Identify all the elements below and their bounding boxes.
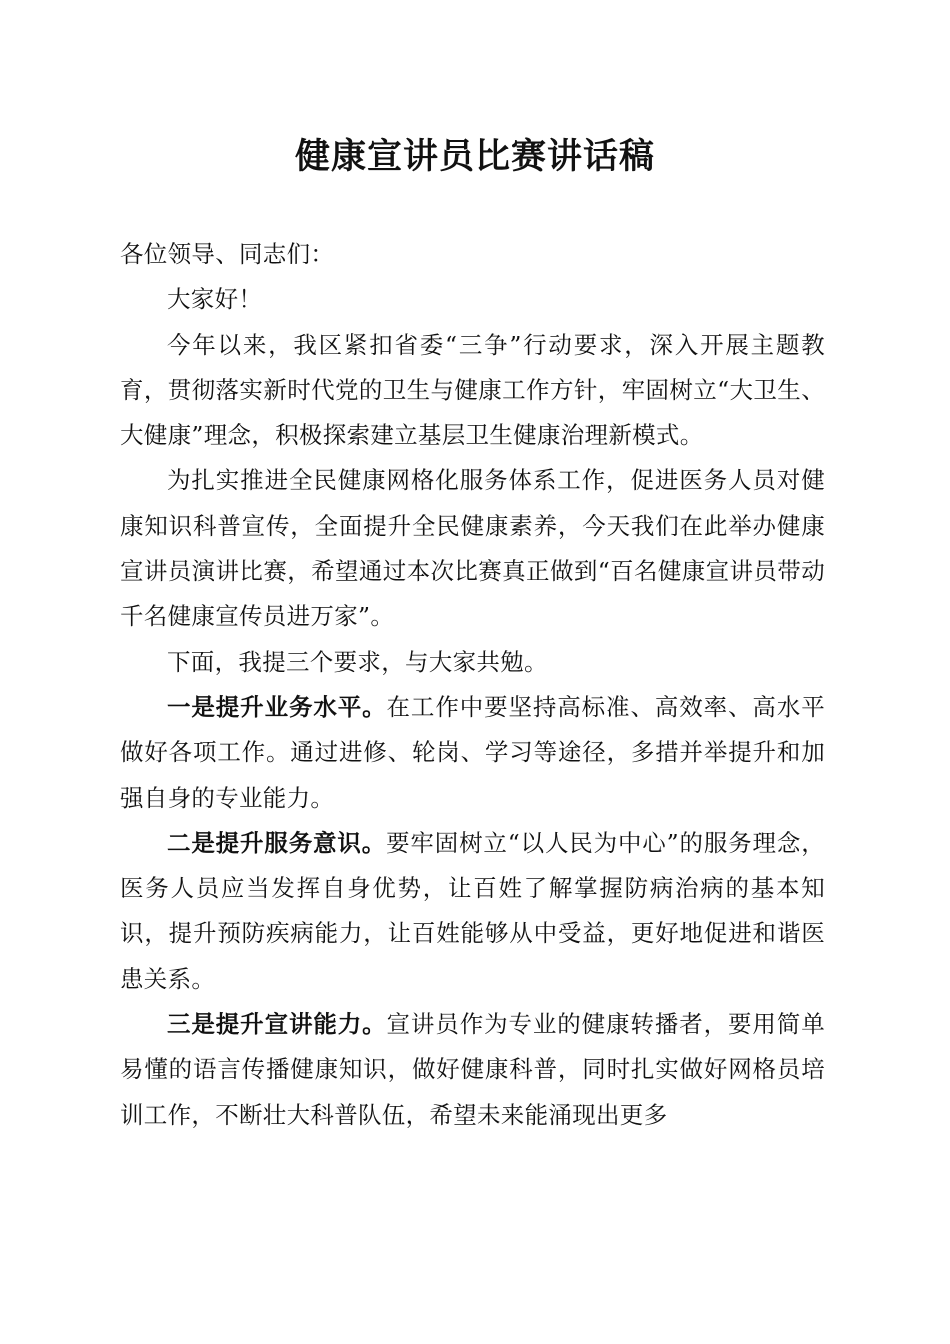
paragraph-purpose: 为扎实推进全民健康网格化服务体系工作，促进医务人员对健康知识科普宣传，全面提升全民健康素养，今天我们在此举办健康宣讲员演讲比赛，希望通过本次比赛真正做到“百名健康宣讲员带动千名健康宣传员进万家”。 xyxy=(120,466,825,631)
document-title: 健康宣讲员比赛讲话稿 xyxy=(294,136,655,177)
requirement-lead-1: 一是提升业务水平。 xyxy=(167,692,387,721)
requirement-text-1: 在工作中要坚持高标准、高效率、高水平做好各项工作。通过进修、轮岗、学习等途径，多措并举提升和加强自身的专业能力。 xyxy=(120,692,825,812)
document-body xyxy=(120,232,825,1138)
requirement-text-3: 宣讲员作为专业的健康转播者，要用简单易懂的语言传播健康知识，做好健康科普，同时扎实做好网格员培训工作，不断壮大科普队伍，希望未来能涌现出更多 xyxy=(120,1010,825,1129)
requirement-lead-3: 三是提升宣讲能力。 xyxy=(167,1010,387,1039)
salutation: 各位领导、同志们： xyxy=(120,240,335,268)
requirement-paragraph-3 xyxy=(120,1002,825,1138)
paragraph-transition: 下面，我提三个要求，与大家共勉。 xyxy=(167,647,548,676)
requirement-paragraph-1 xyxy=(120,685,825,821)
greeting: 大家好！ xyxy=(167,285,263,314)
paragraph-intro: 今年以来，我区紧扣省委“三争”行动要求，深入开展主题教育，贯彻落实新时代党的卫生与健康工作方针，牢固树立“大卫生、大健康”理念，积极探索建立基层卫生健康治理新模式。 xyxy=(120,330,825,450)
requirement-text-2: 要牢固树立“以人民为中心”的服务理念，医务人员应当发挥自身优势，让百姓了解掌握防病治病的基本知识，提升预防疾病能力，让百姓能够从中受益，更好地促进和谐医患关系。 xyxy=(120,828,825,993)
requirement-paragraph-2 xyxy=(120,821,825,1002)
requirement-lead-2: 二是提升服务意识。 xyxy=(167,828,387,857)
